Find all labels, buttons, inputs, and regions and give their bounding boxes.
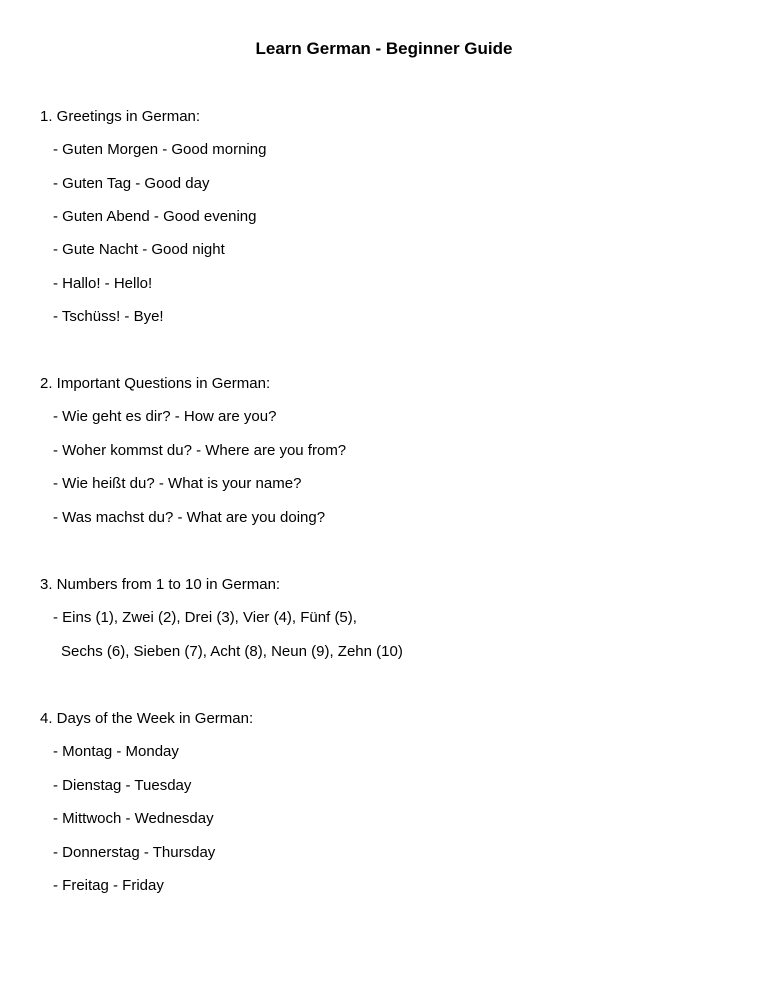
list-item: - Was machst du? - What are you doing? xyxy=(53,509,326,526)
list-item: - Montag - Monday xyxy=(53,743,179,760)
list-item: - Wie heißt du? - What is your name? xyxy=(53,475,302,492)
list-item: - Dienstag - Tuesday xyxy=(53,777,192,794)
section-heading: 3. Numbers from 1 to 10 in German: xyxy=(40,576,281,593)
list-item: - Freitag - Friday xyxy=(53,877,164,894)
list-item: - Hallo! - Hello! xyxy=(53,275,153,292)
list-item-continuation: Sechs (6), Sieben (7), Acht (8), Neun (9), Zehn (10) xyxy=(61,643,403,660)
list-item: - Woher kommst du? - Where are you from? xyxy=(53,442,347,459)
list-item: - Eins (1), Zwei (2), Drei (3), Vier (4), Fünf (5), xyxy=(53,609,357,626)
section-heading: 1. Greetings in German: xyxy=(40,108,201,125)
list-item: - Wie geht es dir? - How are you? xyxy=(53,408,277,425)
document-title: Learn German - Beginner Guide xyxy=(255,39,513,58)
section-heading: 2. Important Questions in German: xyxy=(40,375,271,392)
list-item: - Donnerstag - Thursday xyxy=(53,844,216,861)
list-item: - Mittwoch - Wednesday xyxy=(53,810,214,827)
list-item: - Tschüss! - Bye! xyxy=(53,308,164,325)
list-item: - Gute Nacht - Good night xyxy=(53,241,225,258)
list-item: - Guten Morgen - Good morning xyxy=(53,141,267,158)
list-item: - Guten Abend - Good evening xyxy=(53,208,257,225)
list-item: - Guten Tag - Good day xyxy=(53,175,210,192)
section-heading: 4. Days of the Week in German: xyxy=(40,710,254,727)
